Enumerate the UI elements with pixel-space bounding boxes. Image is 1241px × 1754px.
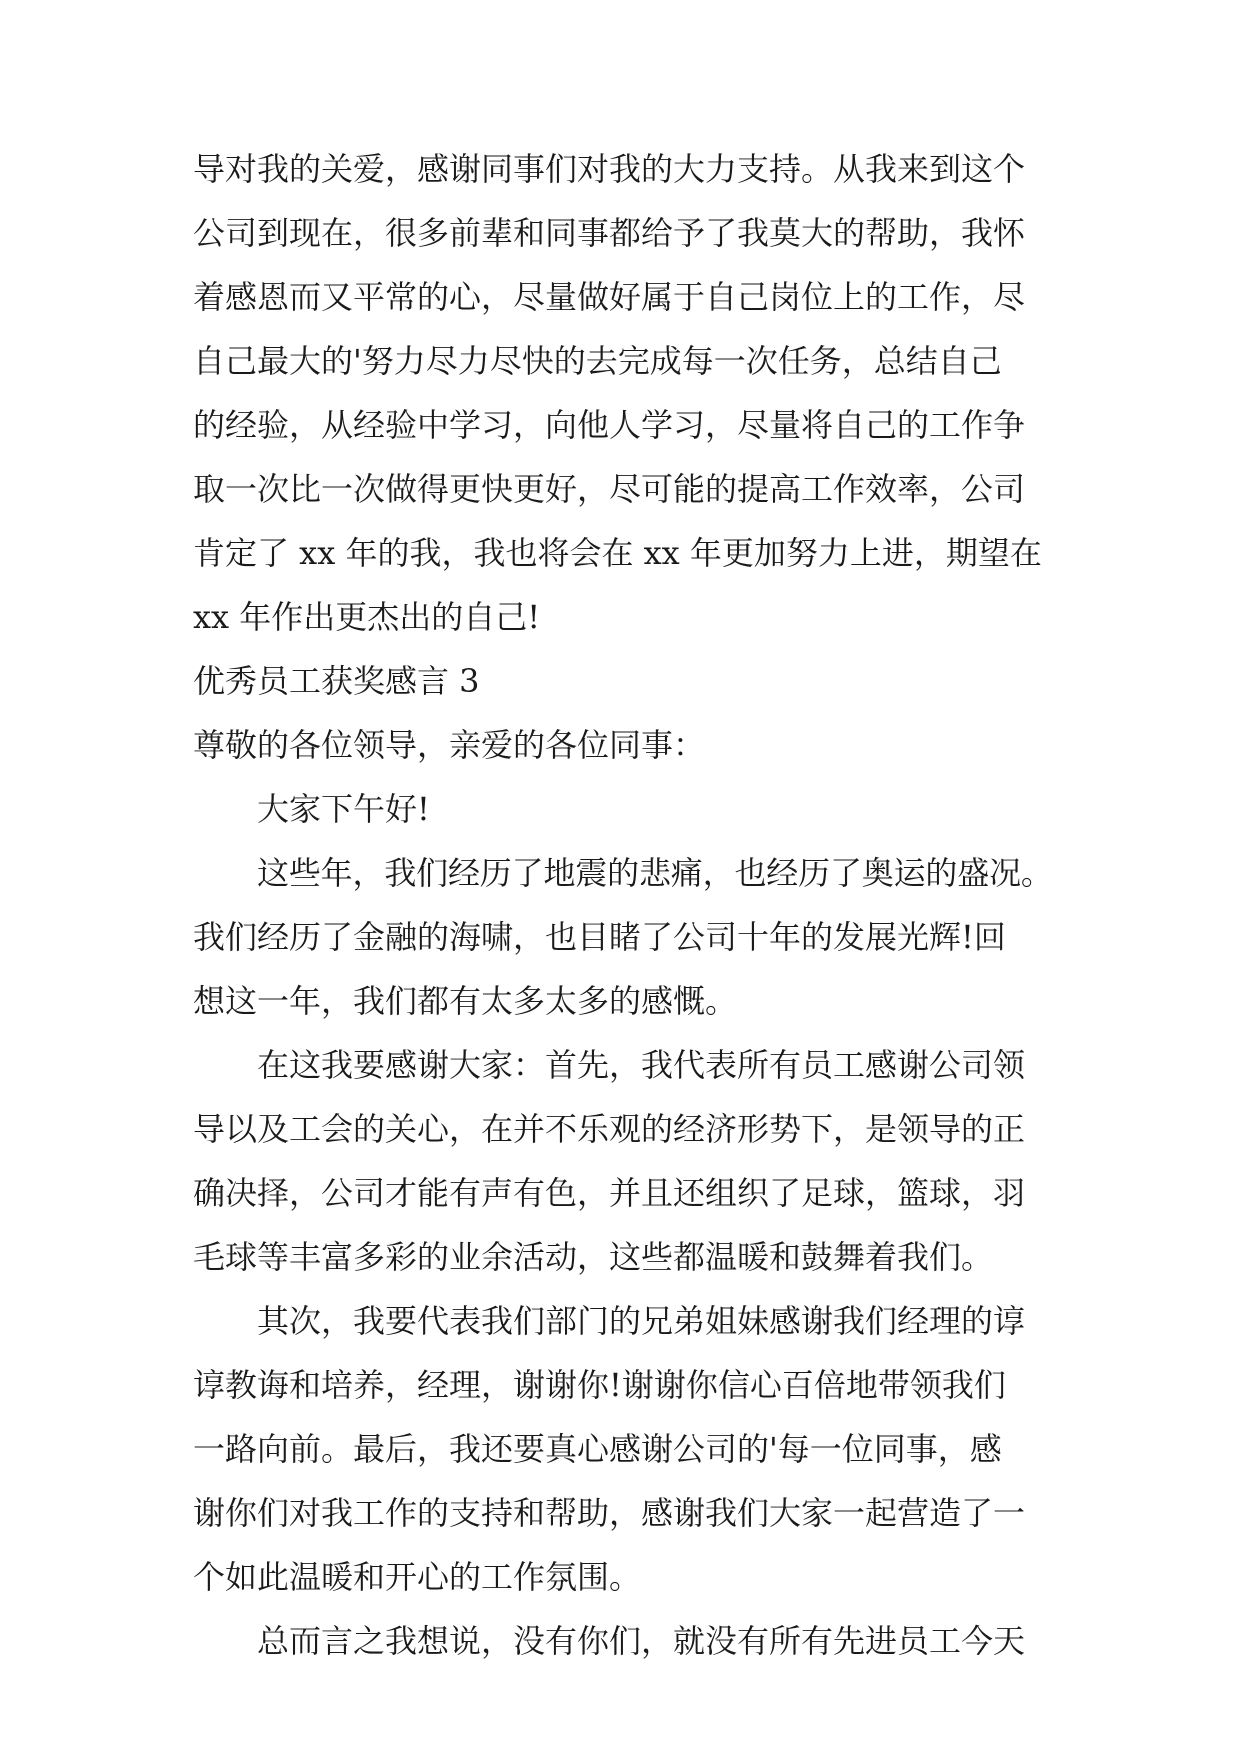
body-text-line: 谆教诲和培养，经理，谢谢你!谢谢你信心百倍地带领我们 bbox=[193, 1366, 1006, 1404]
body-text-line: 在这我要感谢大家：首先，我代表所有员工感谢公司领 bbox=[257, 1046, 1026, 1084]
body-text-line: 个如此温暖和开心的工作氛围。 bbox=[193, 1558, 642, 1596]
body-text-line: 确决择，公司才能有声有色，并且还组织了足球，篮球，羽 bbox=[193, 1174, 1026, 1212]
body-text-line: 导对我的关爱，感谢同事们对我的大力支持。从我来到这个 bbox=[193, 150, 1026, 188]
body-text-line: 想这一年，我们都有太多太多的感慨。 bbox=[193, 982, 738, 1020]
body-text-line: 着感恩而又平常的心，尽量做好属于自己岗位上的工作，尽 bbox=[193, 278, 1026, 316]
body-text-line: xx 年作出更杰出的自己! bbox=[193, 598, 541, 636]
body-text-line: 毛球等丰富多彩的业余活动，这些都温暖和鼓舞着我们。 bbox=[193, 1238, 994, 1276]
body-text-line: 其次，我要代表我们部门的兄弟姐妹感谢我们经理的谆 bbox=[257, 1302, 1026, 1340]
body-text-line: 一路向前。最后，我还要真心感谢公司的'每一位同事，感 bbox=[193, 1430, 1002, 1468]
body-text-line: 取一次比一次做得更快更好，尽可能的提高工作效率，公司 bbox=[193, 470, 1026, 508]
body-text-line: 谢你们对我工作的支持和帮助，感谢我们大家一起营造了一 bbox=[193, 1494, 1026, 1532]
salutation-line: 尊敬的各位领导，亲爱的各位同事： bbox=[193, 726, 706, 764]
section-heading: 优秀员工获奖感言 3 bbox=[193, 662, 480, 700]
body-text-line: 肯定了 xx 年的我，我也将会在 xx 年更加努力上进，期望在 bbox=[193, 534, 1042, 572]
body-text-line: 导以及工会的关心，在并不乐观的经济形势下，是领导的正 bbox=[193, 1110, 1026, 1148]
body-text-line: 总而言之我想说，没有你们，就没有所有先进员工今天 bbox=[257, 1622, 1026, 1660]
body-text-line: 这些年，我们经历了地震的悲痛，也经历了奥运的盛况。 bbox=[257, 854, 1053, 892]
greeting-line: 大家下午好! bbox=[257, 790, 430, 828]
body-text-line: 自己最大的'努力尽力尽快的去完成每一次任务，总结自己 bbox=[193, 342, 1002, 380]
body-text-line: 公司到现在，很多前辈和同事都给予了我莫大的帮助，我怀 bbox=[193, 214, 1026, 252]
body-text-line: 我们经历了金融的海啸，也目睹了公司十年的发展光辉!回 bbox=[193, 918, 1006, 956]
body-text-line: 的经验，从经验中学习，向他人学习，尽量将自己的工作争 bbox=[193, 406, 1026, 444]
